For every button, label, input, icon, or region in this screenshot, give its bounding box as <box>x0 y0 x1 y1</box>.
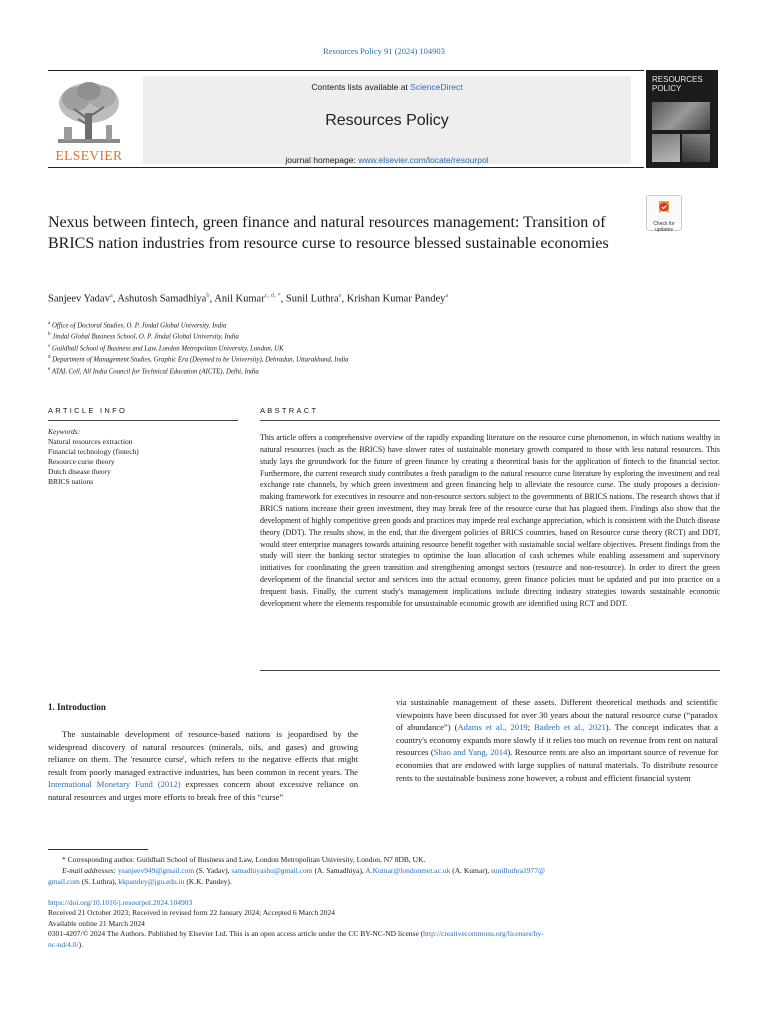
citation-link[interactable]: Badeeb et al., 2021 <box>534 722 606 733</box>
email-label: E-mail addresses: <box>62 866 117 875</box>
author-affiliation-marker[interactable]: c, d, * <box>264 292 281 299</box>
affiliation-text: Office of Doctoral Studies, O. P. Jindal Global University, India <box>51 322 227 330</box>
email-link[interactable]: A.Kumar@londonmet.ac.uk <box>365 866 451 875</box>
cover-title-line1: RESOURCES <box>652 75 703 84</box>
author-affiliation-marker[interactable]: e <box>338 292 342 299</box>
affiliation-text: ATAL Cell, All India Council for Technical Education (AICTE), Delhi, India <box>51 368 259 376</box>
keyword-item: Dutch disease theory <box>48 467 111 476</box>
author-affiliation-marker[interactable]: a <box>109 292 113 299</box>
intro-paragraph-left <box>48 728 358 804</box>
email-link[interactable]: kkpandey@jgu.edu.in <box>118 877 185 886</box>
keyword-item: Natural resources extraction <box>48 437 133 446</box>
check-label-line1: Check for <box>653 221 675 227</box>
contents-prefix: Contents lists available at <box>311 82 411 92</box>
author-name[interactable]: Ashutosh Samadhiya <box>117 293 207 305</box>
keyword-item: Resource curse theory <box>48 457 115 466</box>
body-text: ; <box>527 722 535 733</box>
license-statement <box>48 929 720 939</box>
body-text: ). Resource rents are also an important source of revenue for economies that are endowed with large supplies of natural materials. To distribute resource rents to the sustainable business zone however, a robust and efficient financial system <box>396 747 719 783</box>
citation-link[interactable]: Shao and Yang, 2014 <box>433 747 508 758</box>
affiliation-item <box>48 353 708 364</box>
abstract-divider-top <box>260 420 720 421</box>
elsevier-wordmark: ELSEVIER <box>55 148 123 163</box>
email-addresses-continued <box>48 876 720 887</box>
email-link[interactable]: ysanjeev949@gmail.com <box>117 866 195 875</box>
body-text: ). The concept indicates that a country's economy expands more slowly if it relies too much on revenue from rent on natural resources ( <box>396 722 718 758</box>
check-for-updates-label <box>647 222 681 233</box>
online-date: Available online 21 March 2024 <box>48 918 145 928</box>
paper-title: Nexus between fintech, green finance and natural resources management: Transition of BRICS nation industries from resource curse to resource blessed sustainable economies <box>48 214 609 252</box>
keywords-block <box>48 427 238 487</box>
affiliation-marker: d <box>48 355 51 361</box>
author-name[interactable]: Sunil Luthra <box>285 293 339 305</box>
email-addresses <box>48 865 720 876</box>
license-link[interactable]: nc-nd/4.0/ <box>48 939 79 949</box>
elsevier-logo[interactable] <box>48 77 130 167</box>
publication-info <box>48 898 720 950</box>
article-info-divider <box>48 420 238 421</box>
email-link[interactable]: sunilluthra1977@ <box>490 866 545 875</box>
affiliation-marker: b <box>48 332 51 338</box>
email-link[interactable]: gmail.com <box>48 877 80 886</box>
journal-masthead <box>48 70 644 168</box>
article-info-heading: ARTICLE INFO <box>48 406 128 415</box>
affiliation-item <box>48 319 708 330</box>
keyword-item: BRICS nations <box>48 477 94 486</box>
footnotes <box>48 854 720 887</box>
journal-reference[interactable]: Resources Policy 91 (2024) 104903 <box>323 46 445 56</box>
elsevier-tree-icon <box>52 79 126 149</box>
journal-info-box <box>143 76 631 164</box>
license-statement-continued <box>48 940 720 950</box>
body-text: The sustainable development of resource-based nations is jeopardised by the widespread discovery of natural resources (minerals, oils, and gases) and growing reliance on them. The 'resource curse', which refers to the negative effects that might result from poorly managed extractive industries, has been common in recent years. The <box>48 729 358 777</box>
author-separator: , <box>112 293 118 305</box>
check-for-updates-icon <box>656 199 672 217</box>
citation-link[interactable]: Adams et al., 2019 <box>457 722 528 733</box>
email-owner: (A. Kumar), <box>450 866 491 875</box>
affiliation-marker: a <box>48 321 51 326</box>
email-owner: (S. Yadav), <box>194 866 232 875</box>
author-name[interactable]: Krishan Kumar Pandey <box>346 293 446 305</box>
affiliation-marker: c <box>48 343 51 349</box>
body-text: via sustainable management of these assets. Different theoretical methods and scientific viewpoints have been discussed for over 30 years about the natural resource curse (“paradox of abundance”) ( <box>396 697 718 733</box>
sciencedirect-link[interactable]: ScienceDirect <box>410 82 463 92</box>
license-suffix: ). <box>78 939 83 949</box>
abstract-heading: ABSTRACT <box>260 406 319 415</box>
author-name[interactable]: Sanjeev Yadav <box>48 293 110 305</box>
cover-image <box>682 134 710 162</box>
license-link[interactable]: http://creativecommons.org/licenses/by- <box>423 929 544 939</box>
license-prefix: 0301-4207/© 2024 The Authors. Published by Elsevier Ltd. This is an open access article under the CC BY-NC-ND license ( <box>48 929 424 939</box>
journal-title: Resources Policy <box>325 112 449 129</box>
abstract-text: This article offers a comprehensive overview of the rapidly expanding literature on the resource curse phenomenon, in which nations wealthy in natural resources (such as the BRICS) have slower rates of sustainable monetary growth compared to those with less natural resources. This study lays the groundwork for the future of green finance by creating a theoretical basis for the application of fintech to the financial sector. Furthermore, the current research study contributes a fresh paradigm to the natural resource curse literature by exploring the investment and real exchange rate channels, by which green investment and green financing help to alleviate the resource curse. The study proposes a decision-making framework for executives in resource and non-resource sectors subject to the governments of BRICS nations. The research shows that if BRICS nations increase their green investment, they may break free of the resource curse that has plagued them. Findings also show that the development of highly competitive green goods and practices may impede real exchange appreciation, which is consistent with the Dutch disease theory (DDT). The results show, in the end, that the divergent policies of BRICS countries, based on Resource curse theory (RCT) and DDT, would steer enterprise managers towards attaining resource benefit together with sustainable social welfare objectives. Present findings from the study will steer the banking sector strategies to optimise the loan allocation of cash schemes while enabling assessment and supervisory initiatives for coordinating the green transition and strengthening amongst sectors (resource and non-resource). In order to direct the green development of the financial sector and services into the actual economy, green finance policies must be updated and put into practice on a frequent basis. Finally, the current study's management implications include directing industry strategies towards sustainable economic development where the elements responsible for unsustainable economic growth are identified using RCT and DDT. <box>260 433 720 608</box>
affiliation-item <box>48 330 708 341</box>
affiliation-marker: e <box>48 366 51 372</box>
affiliation-list <box>48 319 708 376</box>
homepage-prefix: journal homepage: <box>285 155 359 165</box>
author-separator: , <box>341 293 347 305</box>
abstract-divider-bottom <box>260 670 720 671</box>
affiliation-item <box>48 365 708 376</box>
journal-homepage-link[interactable]: www.elsevier.com/locate/resourpol <box>358 155 489 165</box>
author-affiliation-marker[interactable]: b <box>206 292 210 299</box>
journal-homepage-line <box>143 155 631 165</box>
keyword-item: Financial technology (fintech) <box>48 447 139 456</box>
email-owner: (A. Samadhiya), <box>312 866 366 875</box>
intro-paragraph-right <box>396 696 718 784</box>
footnote-divider <box>48 849 148 850</box>
affiliation-text: Jindal Global Business School, O. P. Jindal Global University, India <box>52 333 239 341</box>
cover-title <box>652 75 703 93</box>
author-name[interactable]: Anil Kumar <box>214 293 265 305</box>
cover-image <box>652 134 680 162</box>
email-link[interactable]: samadhiyashu@gmail.com <box>231 866 313 875</box>
corresponding-author-note: * Corresponding author. Guildhall School of Business and Law, London Metropolitan University, London, N7 8DB, UK. <box>62 855 426 864</box>
cover-title-line2: POLICY <box>652 84 682 93</box>
affiliation-text: Guildhall School of Business and Law, London Metropolitan University, London, UK <box>51 345 284 353</box>
section-heading-introduction: 1. Introduction <box>48 702 106 712</box>
received-dates: Received 21 October 2023; Received in revised form 22 January 2024; Accepted 6 March 2024 <box>48 908 335 918</box>
doi-link[interactable]: https://doi.org/10.1016/j.resourpol.2024.104903 <box>48 898 193 907</box>
cover-image <box>652 102 710 130</box>
body-text: expresses concern about excessive reliance on natural resources and urges more efforts to break free of this “curse” <box>48 779 358 802</box>
citation-link[interactable]: International Monetary Fund (2012) <box>48 779 181 790</box>
journal-cover-thumbnail[interactable] <box>646 70 718 168</box>
affiliation-text: Department of Management Studies, Graphic Era (Deemed to be University), Dehradun, Uttarakhand, India <box>52 356 349 364</box>
email-owner: (K.K. Pandey). <box>184 877 232 886</box>
contents-line <box>143 82 631 92</box>
check-label-line2: updates <box>655 226 673 233</box>
author-separator: , <box>280 293 286 305</box>
author-affiliation-marker[interactable]: a <box>445 292 449 299</box>
author-separator: , <box>209 293 215 305</box>
affiliation-item <box>48 342 708 353</box>
author-list <box>48 292 708 305</box>
keywords-label: Keywords: <box>48 427 81 436</box>
keywords-list <box>48 437 238 487</box>
email-owner: (S. Luthra), <box>79 877 119 886</box>
check-for-updates-button[interactable] <box>646 195 682 231</box>
